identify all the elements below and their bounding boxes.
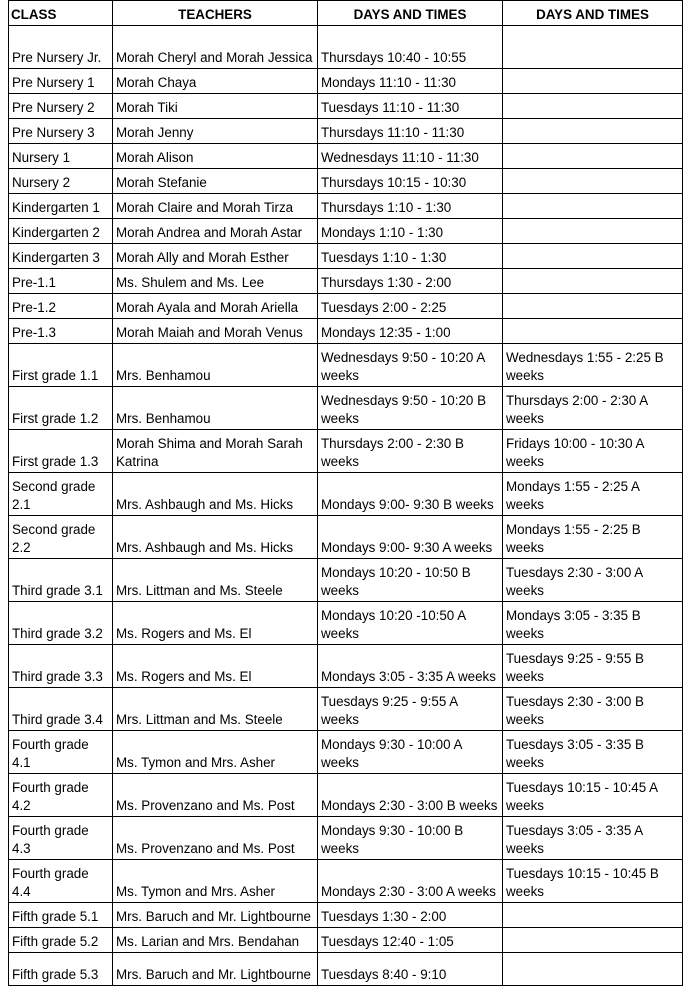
teachers-cell: Ms. Provenzano and Ms. Post bbox=[113, 817, 318, 860]
class-cell: Fifth grade 5.1 bbox=[9, 903, 113, 928]
time-cell-1: Mondays 10:20 -10:50 A weeks bbox=[318, 602, 503, 645]
time-cell-1: Tuesdays 1:30 - 2:00 bbox=[318, 903, 503, 928]
time-cell-1: Mondays 2:30 - 3:00 B weeks bbox=[318, 774, 503, 817]
time-cell-1: Thursdays 10:40 - 10:55 bbox=[318, 26, 503, 69]
class-cell: Pre-1.2 bbox=[9, 294, 113, 319]
time-cell-2 bbox=[503, 119, 683, 144]
time-cell-1: Mondays 9:00- 9:30 A weeks bbox=[318, 516, 503, 559]
teachers-cell: Morah Cheryl and Morah Jessica bbox=[113, 26, 318, 69]
class-cell: Fifth grade 5.3 bbox=[9, 953, 113, 986]
class-cell: Fifth grade 5.2 bbox=[9, 928, 113, 953]
teachers-cell: Morah Shima and Morah Sarah Katrina bbox=[113, 430, 318, 473]
table-row bbox=[9, 817, 683, 860]
header-row bbox=[9, 1, 683, 26]
table-row bbox=[9, 928, 683, 953]
time-cell-1: Tuesdays 9:25 - 9:55 A weeks bbox=[318, 688, 503, 731]
time-cell-2 bbox=[503, 928, 683, 953]
table-row bbox=[9, 688, 683, 731]
teachers-cell: Ms. Shulem and Ms. Lee bbox=[113, 269, 318, 294]
time-cell-2: Thursdays 2:00 - 2:30 A weeks bbox=[503, 387, 683, 430]
time-cell-2: Mondays 1:55 - 2:25 A weeks bbox=[503, 473, 683, 516]
time-cell-1: Wednesdays 11:10 - 11:30 bbox=[318, 144, 503, 169]
class-cell: Second grade 2.2 bbox=[9, 516, 113, 559]
teachers-cell: Ms. Tymon and Mrs. Asher bbox=[113, 731, 318, 774]
time-cell-1: Mondays 1:10 - 1:30 bbox=[318, 219, 503, 244]
time-cell-1: Mondays 11:10 - 11:30 bbox=[318, 69, 503, 94]
teachers-cell: Mrs. Baruch and Mr. Lightbourne bbox=[113, 953, 318, 986]
class-cell: Pre-1.1 bbox=[9, 269, 113, 294]
class-cell: Pre-1.3 bbox=[9, 319, 113, 344]
table-row bbox=[9, 94, 683, 119]
class-cell: Kindergarten 2 bbox=[9, 219, 113, 244]
time-cell-2 bbox=[503, 953, 683, 986]
table-row bbox=[9, 473, 683, 516]
teachers-cell: Morah Ally and Morah Esther bbox=[113, 244, 318, 269]
teachers-cell: Mrs. Baruch and Mr. Lightbourne bbox=[113, 903, 318, 928]
teachers-cell: Ms. Rogers and Ms. El bbox=[113, 645, 318, 688]
table-row bbox=[9, 731, 683, 774]
teachers-cell: Mrs. Benhamou bbox=[113, 344, 318, 387]
table-row bbox=[9, 294, 683, 319]
table-row bbox=[9, 774, 683, 817]
time-cell-2: Tuesdays 2:30 - 3:00 A weeks bbox=[503, 559, 683, 602]
time-cell-2 bbox=[503, 26, 683, 69]
time-cell-1: Tuesdays 2:00 - 2:25 bbox=[318, 294, 503, 319]
time-cell-1: Thursdays 11:10 - 11:30 bbox=[318, 119, 503, 144]
teachers-cell: Morah Chaya bbox=[113, 69, 318, 94]
time-cell-1: Wednesdays 9:50 - 10:20 B weeks bbox=[318, 387, 503, 430]
table-row bbox=[9, 953, 683, 986]
teachers-cell: Morah Alison bbox=[113, 144, 318, 169]
time-cell-1: Mondays 9:30 - 10:00 A weeks bbox=[318, 731, 503, 774]
header-days-times-1: DAYS AND TIMES bbox=[318, 1, 503, 26]
time-cell-2 bbox=[503, 319, 683, 344]
class-cell: Fourth grade 4.1 bbox=[9, 731, 113, 774]
time-cell-2: Tuesdays 3:05 - 3:35 A weeks bbox=[503, 817, 683, 860]
time-cell-2: Fridays 10:00 - 10:30 A weeks bbox=[503, 430, 683, 473]
table-row bbox=[9, 194, 683, 219]
class-cell: Nursery 1 bbox=[9, 144, 113, 169]
time-cell-1: Mondays 9:00- 9:30 B weeks bbox=[318, 473, 503, 516]
table-row bbox=[9, 26, 683, 69]
schedule-table bbox=[8, 0, 683, 986]
time-cell-2 bbox=[503, 144, 683, 169]
time-cell-1: Thursdays 2:00 - 2:30 B weeks bbox=[318, 430, 503, 473]
time-cell-2: Tuesdays 10:15 - 10:45 A weeks bbox=[503, 774, 683, 817]
time-cell-1: Tuesdays 1:10 - 1:30 bbox=[318, 244, 503, 269]
time-cell-2 bbox=[503, 294, 683, 319]
teachers-cell: Mrs. Littman and Ms. Steele bbox=[113, 559, 318, 602]
class-cell: Pre Nursery 3 bbox=[9, 119, 113, 144]
teachers-cell: Ms. Provenzano and Ms. Post bbox=[113, 774, 318, 817]
time-cell-2: Wednesdays 1:55 - 2:25 B weeks bbox=[503, 344, 683, 387]
teachers-cell: Ms. Larian and Mrs. Bendahan bbox=[113, 928, 318, 953]
table-row bbox=[9, 69, 683, 94]
teachers-cell: Morah Andrea and Morah Astar bbox=[113, 219, 318, 244]
header-days-times-2: DAYS AND TIMES bbox=[503, 1, 683, 26]
teachers-cell: Mrs. Littman and Ms. Steele bbox=[113, 688, 318, 731]
class-cell: Kindergarten 3 bbox=[9, 244, 113, 269]
time-cell-2 bbox=[503, 69, 683, 94]
class-cell: First grade 1.2 bbox=[9, 387, 113, 430]
teachers-cell: Ms. Tymon and Mrs. Asher bbox=[113, 860, 318, 903]
teachers-cell: Mrs. Benhamou bbox=[113, 387, 318, 430]
table-row bbox=[9, 903, 683, 928]
table-row bbox=[9, 269, 683, 294]
time-cell-2 bbox=[503, 903, 683, 928]
teachers-cell: Morah Maiah and Morah Venus bbox=[113, 319, 318, 344]
time-cell-1: Wednesdays 9:50 - 10:20 A weeks bbox=[318, 344, 503, 387]
time-cell-1: Mondays 3:05 - 3:35 A weeks bbox=[318, 645, 503, 688]
class-cell: Pre Nursery 2 bbox=[9, 94, 113, 119]
table-row bbox=[9, 602, 683, 645]
class-cell: Fourth grade 4.3 bbox=[9, 817, 113, 860]
time-cell-2: Tuesdays 3:05 - 3:35 B weeks bbox=[503, 731, 683, 774]
table-row bbox=[9, 516, 683, 559]
time-cell-2 bbox=[503, 194, 683, 219]
table-row bbox=[9, 860, 683, 903]
time-cell-2: Tuesdays 2:30 - 3:00 B weeks bbox=[503, 688, 683, 731]
time-cell-1: Tuesdays 11:10 - 11:30 bbox=[318, 94, 503, 119]
teachers-cell: Mrs. Ashbaugh and Ms. Hicks bbox=[113, 473, 318, 516]
time-cell-1: Tuesdays 12:40 - 1:05 bbox=[318, 928, 503, 953]
table-row bbox=[9, 559, 683, 602]
time-cell-1: Mondays 9:30 - 10:00 B weeks bbox=[318, 817, 503, 860]
time-cell-2: Mondays 1:55 - 2:25 B weeks bbox=[503, 516, 683, 559]
table-row bbox=[9, 430, 683, 473]
table-row bbox=[9, 144, 683, 169]
table-row bbox=[9, 387, 683, 430]
time-cell-1: Thursdays 1:30 - 2:00 bbox=[318, 269, 503, 294]
class-cell: Fourth grade 4.2 bbox=[9, 774, 113, 817]
class-cell: Third grade 3.1 bbox=[9, 559, 113, 602]
header-class: CLASS bbox=[9, 1, 113, 26]
time-cell-2 bbox=[503, 94, 683, 119]
table-row bbox=[9, 119, 683, 144]
class-cell: Kindergarten 1 bbox=[9, 194, 113, 219]
time-cell-2: Tuesdays 10:15 - 10:45 B weeks bbox=[503, 860, 683, 903]
time-cell-2: Tuesdays 9:25 - 9:55 B weeks bbox=[503, 645, 683, 688]
class-cell: Fourth grade 4.4 bbox=[9, 860, 113, 903]
time-cell-1: Mondays 12:35 - 1:00 bbox=[318, 319, 503, 344]
table-row bbox=[9, 219, 683, 244]
table-row bbox=[9, 244, 683, 269]
time-cell-2 bbox=[503, 169, 683, 194]
teachers-cell: Morah Ayala and Morah Ariella bbox=[113, 294, 318, 319]
time-cell-2: Mondays 3:05 - 3:35 B weeks bbox=[503, 602, 683, 645]
class-cell: Second grade 2.1 bbox=[9, 473, 113, 516]
table-row bbox=[9, 344, 683, 387]
teachers-cell: Ms. Rogers and Ms. El bbox=[113, 602, 318, 645]
class-cell: Third grade 3.4 bbox=[9, 688, 113, 731]
time-cell-1: Thursdays 10:15 - 10:30 bbox=[318, 169, 503, 194]
teachers-cell: Morah Claire and Morah Tirza bbox=[113, 194, 318, 219]
teachers-cell: Morah Jenny bbox=[113, 119, 318, 144]
class-cell: Pre Nursery 1 bbox=[9, 69, 113, 94]
time-cell-1: Thursdays 1:10 - 1:30 bbox=[318, 194, 503, 219]
table-row bbox=[9, 169, 683, 194]
time-cell-2 bbox=[503, 269, 683, 294]
time-cell-1: Tuesdays 8:40 - 9:10 bbox=[318, 953, 503, 986]
teachers-cell: Morah Tiki bbox=[113, 94, 318, 119]
teachers-cell: Mrs. Ashbaugh and Ms. Hicks bbox=[113, 516, 318, 559]
class-cell: Nursery 2 bbox=[9, 169, 113, 194]
class-cell: Third grade 3.3 bbox=[9, 645, 113, 688]
class-cell: First grade 1.3 bbox=[9, 430, 113, 473]
table-row bbox=[9, 319, 683, 344]
header-teachers: TEACHERS bbox=[113, 1, 318, 26]
time-cell-2 bbox=[503, 244, 683, 269]
table-row bbox=[9, 645, 683, 688]
teachers-cell: Morah Stefanie bbox=[113, 169, 318, 194]
class-cell: First grade 1.1 bbox=[9, 344, 113, 387]
time-cell-1: Mondays 2:30 - 3:00 A weeks bbox=[318, 860, 503, 903]
time-cell-2 bbox=[503, 219, 683, 244]
class-cell: Third grade 3.2 bbox=[9, 602, 113, 645]
time-cell-1: Mondays 10:20 - 10:50 B weeks bbox=[318, 559, 503, 602]
class-cell: Pre Nursery Jr. bbox=[9, 26, 113, 69]
